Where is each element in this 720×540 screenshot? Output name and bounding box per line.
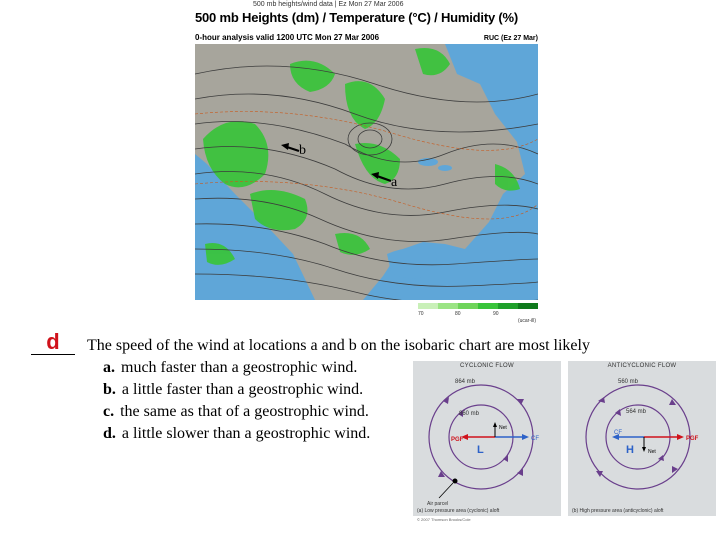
pgf-label: PGF <box>686 436 699 442</box>
colorbar-label: 80 <box>455 311 461 317</box>
option-letter: c. <box>103 403 115 420</box>
option-letter: b. <box>103 381 116 398</box>
option-b <box>103 381 363 399</box>
isobaric-chart <box>195 44 538 300</box>
anticyclonic-panel <box>568 361 716 516</box>
lake <box>438 165 452 171</box>
option-d <box>103 425 370 443</box>
map-model-label: RUC (Ez 27 Mar) <box>483 35 538 42</box>
cyclonic-caption: (a) Low pressure area (cyclonic) aloft <box>417 508 500 514</box>
point-a-label: a <box>391 175 398 190</box>
anticyclonic-title: ANTICYCLONIC FLOW <box>607 363 677 369</box>
high-label: H <box>626 444 634 456</box>
copyright-text: © 2007 Thomson Brooks/Cole <box>417 517 471 522</box>
anticyclonic-outer-label: 560 mb <box>618 379 639 385</box>
map-header-small: 500 mb heights/wind data | Ez Mon 27 Mar 2006 <box>253 1 404 8</box>
parcel-pointer <box>439 483 453 498</box>
anticyclonic-caption: (b) High pressure area (anticyclonic) aloft <box>572 508 664 514</box>
low-label: L <box>477 444 484 456</box>
cyclonic-title: CYCLONIC FLOW <box>460 363 514 369</box>
cyclonic-diagram <box>413 361 561 516</box>
option-a <box>103 359 357 377</box>
cyclonic-inner-label: 860 mb <box>459 411 480 417</box>
answer-blank <box>31 329 75 355</box>
map-title: 500 mb Heights (dm) / Temperature (°C) / Humidity (%) <box>195 10 519 25</box>
option-c <box>103 403 369 421</box>
option-text: a little slower than a geostrophic wind. <box>121 425 371 442</box>
question-text: The speed of the wind at locations a and b on the isobaric chart are most likely <box>87 337 590 354</box>
option-text: much faster than a geostrophic wind. <box>121 359 358 376</box>
cyclonic-outer-label: 864 mb <box>455 379 476 385</box>
pgf-label: PGF <box>451 437 464 443</box>
anticyclonic-diagram <box>568 361 716 516</box>
flow-diagram <box>413 361 720 524</box>
option-letter: a. <box>103 359 115 376</box>
air-parcel <box>453 479 458 484</box>
option-text: a little faster than a geostrophic wind. <box>121 381 364 398</box>
cf-label: CF <box>614 430 622 436</box>
humidity-colorbar <box>418 303 538 309</box>
cf-label: CF <box>531 436 539 442</box>
gulf-water <box>387 248 437 279</box>
colorbar-label: 70 <box>418 311 424 317</box>
parcel-label: Air parcel <box>427 501 449 507</box>
colorbar-label: 90 <box>493 311 499 317</box>
anticyclonic-inner-label: 564 mb <box>626 409 647 415</box>
weather-map <box>193 0 540 326</box>
cyclonic-panel <box>413 361 561 516</box>
point-b-label: b <box>299 143 306 158</box>
option-text: the same as that of a geostrophic wind. <box>120 403 369 420</box>
answer-letter: d <box>46 329 60 354</box>
map-subtitle: 0-hour analysis valid 1200 UTC Mon 27 Mar 2006 <box>195 33 380 42</box>
map-footer-code: (ucar-ill) <box>517 318 536 324</box>
option-letter: d. <box>103 425 116 442</box>
net-label: Net <box>648 449 656 455</box>
net-label: Net <box>499 425 507 431</box>
